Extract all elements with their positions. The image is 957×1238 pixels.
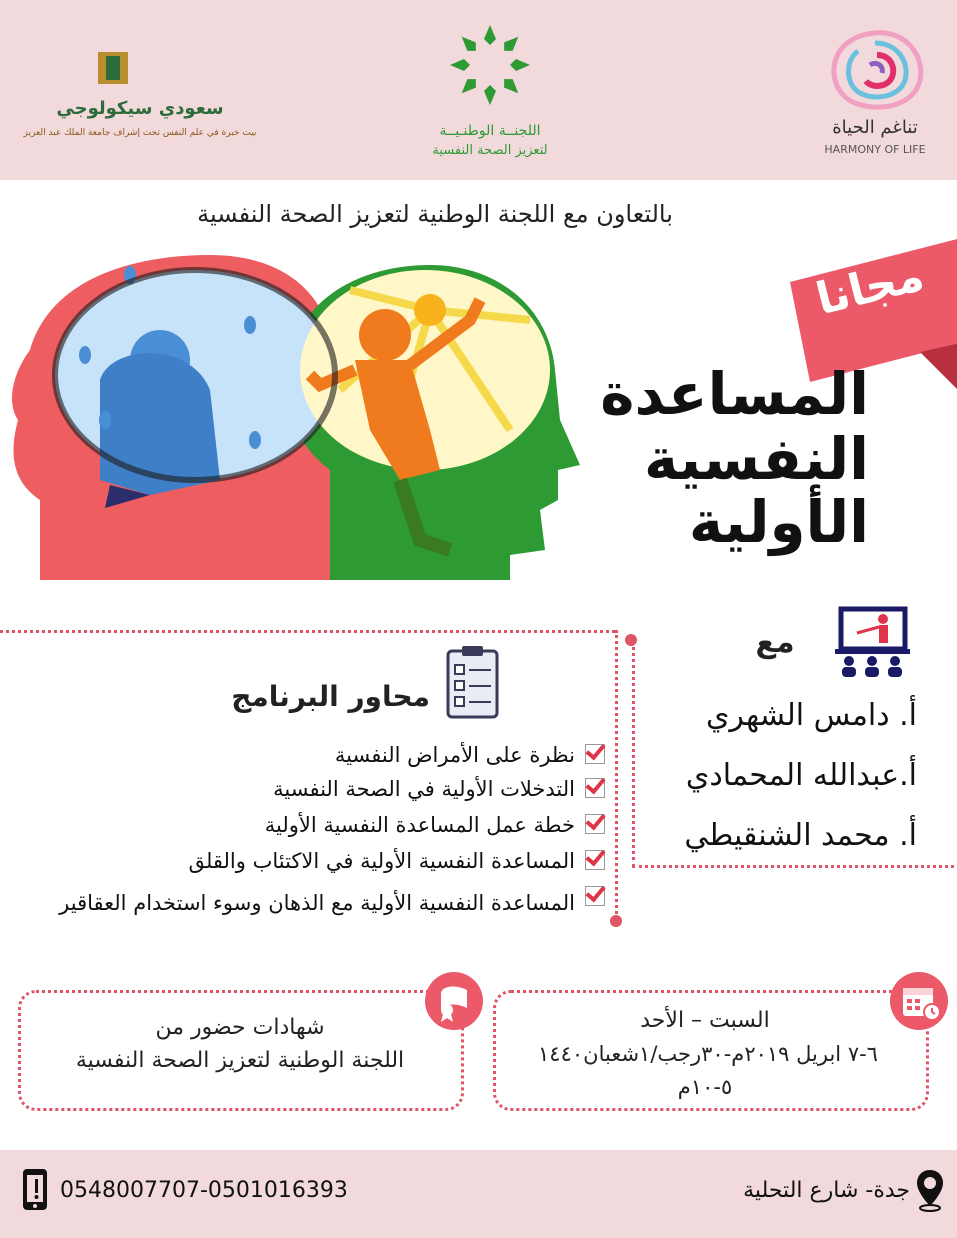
location-text: جدة- شارع التحلية <box>743 1178 910 1203</box>
presenter-icon <box>835 605 910 680</box>
topic-item <box>15 884 575 922</box>
two-heads-illustration <box>10 250 590 590</box>
saudi-psychology-logo <box>20 40 260 160</box>
committee-line2: لتعزيز الصحة النفسية <box>432 143 548 158</box>
certificate-line1: شهادات حضور من <box>155 1015 325 1040</box>
saudi-logo-subtitle: بيت خبرة في علم النفس تحت إشراف جامعة الملك عبد العزيز <box>23 128 257 138</box>
cooperation-text: بالتعاون مع اللجنة الوطنية لتعزيز الصحة النفسية <box>197 200 673 228</box>
harmony-subtitle: HARMONY OF LIFE <box>824 143 926 156</box>
title-line-1: المساعدة <box>600 360 869 428</box>
with-label: مع <box>755 625 795 660</box>
title-line-2: النفسية <box>644 425 869 493</box>
schedule-days: السبت – الأحد <box>640 1008 770 1033</box>
divider-left <box>0 630 615 633</box>
harmony-logo-icon <box>820 25 930 115</box>
check-icon <box>585 778 605 798</box>
harmony-logo <box>815 25 935 165</box>
committee-line1: اللجنــة الوطنـيــة <box>439 123 541 139</box>
clipboard-icon <box>445 645 500 720</box>
speaker-2: أ.عبدالله المحمادي <box>685 758 917 793</box>
certificate-line2: اللجنة الوطنية لتعزيز الصحة النفسية <box>75 1048 405 1073</box>
topic-item <box>335 742 575 768</box>
location-pin-icon <box>915 1168 945 1216</box>
topic-text: المساعدة النفسية الأولية مع الذهان وسوء استخدام العقاقير <box>59 891 575 915</box>
saudi-logo-emblem-icon <box>106 56 120 80</box>
divider-dot <box>610 915 622 927</box>
topic-item <box>188 848 575 874</box>
free-label: مجانا <box>811 249 929 326</box>
topic-text: خطة عمل المساعدة النفسية الأولية <box>264 813 575 837</box>
topic-text: التدخلات الأولية في الصحة النفسية <box>273 777 575 801</box>
check-icon <box>585 886 605 906</box>
schedule-time: ٥-١٠م <box>677 1075 733 1099</box>
check-icon <box>585 814 605 834</box>
phone-numbers: 0548007707-0501016393 <box>60 1178 348 1203</box>
divider-vertical <box>615 630 618 920</box>
divider-dot <box>625 634 637 646</box>
schedule-dates: ٦-٧ ابريل ٢٠١٩م-٣٠رجب/١شعبان١٤٤٠ <box>538 1042 878 1066</box>
harmony-title: تناغم الحياة <box>832 117 918 138</box>
committee-logo <box>410 15 570 165</box>
title-line-3: الأولية <box>688 488 869 556</box>
program-heading: محاور البرنامج <box>231 680 430 713</box>
speaker-3: أ. محمد الشنقيطي <box>684 818 917 853</box>
topic-text: المساعدة النفسية الأولية في الاكتئاب والقلق <box>188 849 575 873</box>
topic-item <box>265 812 575 838</box>
phone-icon <box>20 1167 50 1216</box>
speaker-1: أ. دامس الشهري <box>705 698 917 733</box>
topic-item <box>273 776 575 802</box>
topic-text: نظرة على الأمراض النفسية <box>334 743 575 767</box>
check-icon <box>585 744 605 764</box>
committee-logo-icon <box>440 15 540 115</box>
check-icon <box>585 850 605 870</box>
saudi-logo-title: سعودي سيكولوجي <box>56 98 224 119</box>
